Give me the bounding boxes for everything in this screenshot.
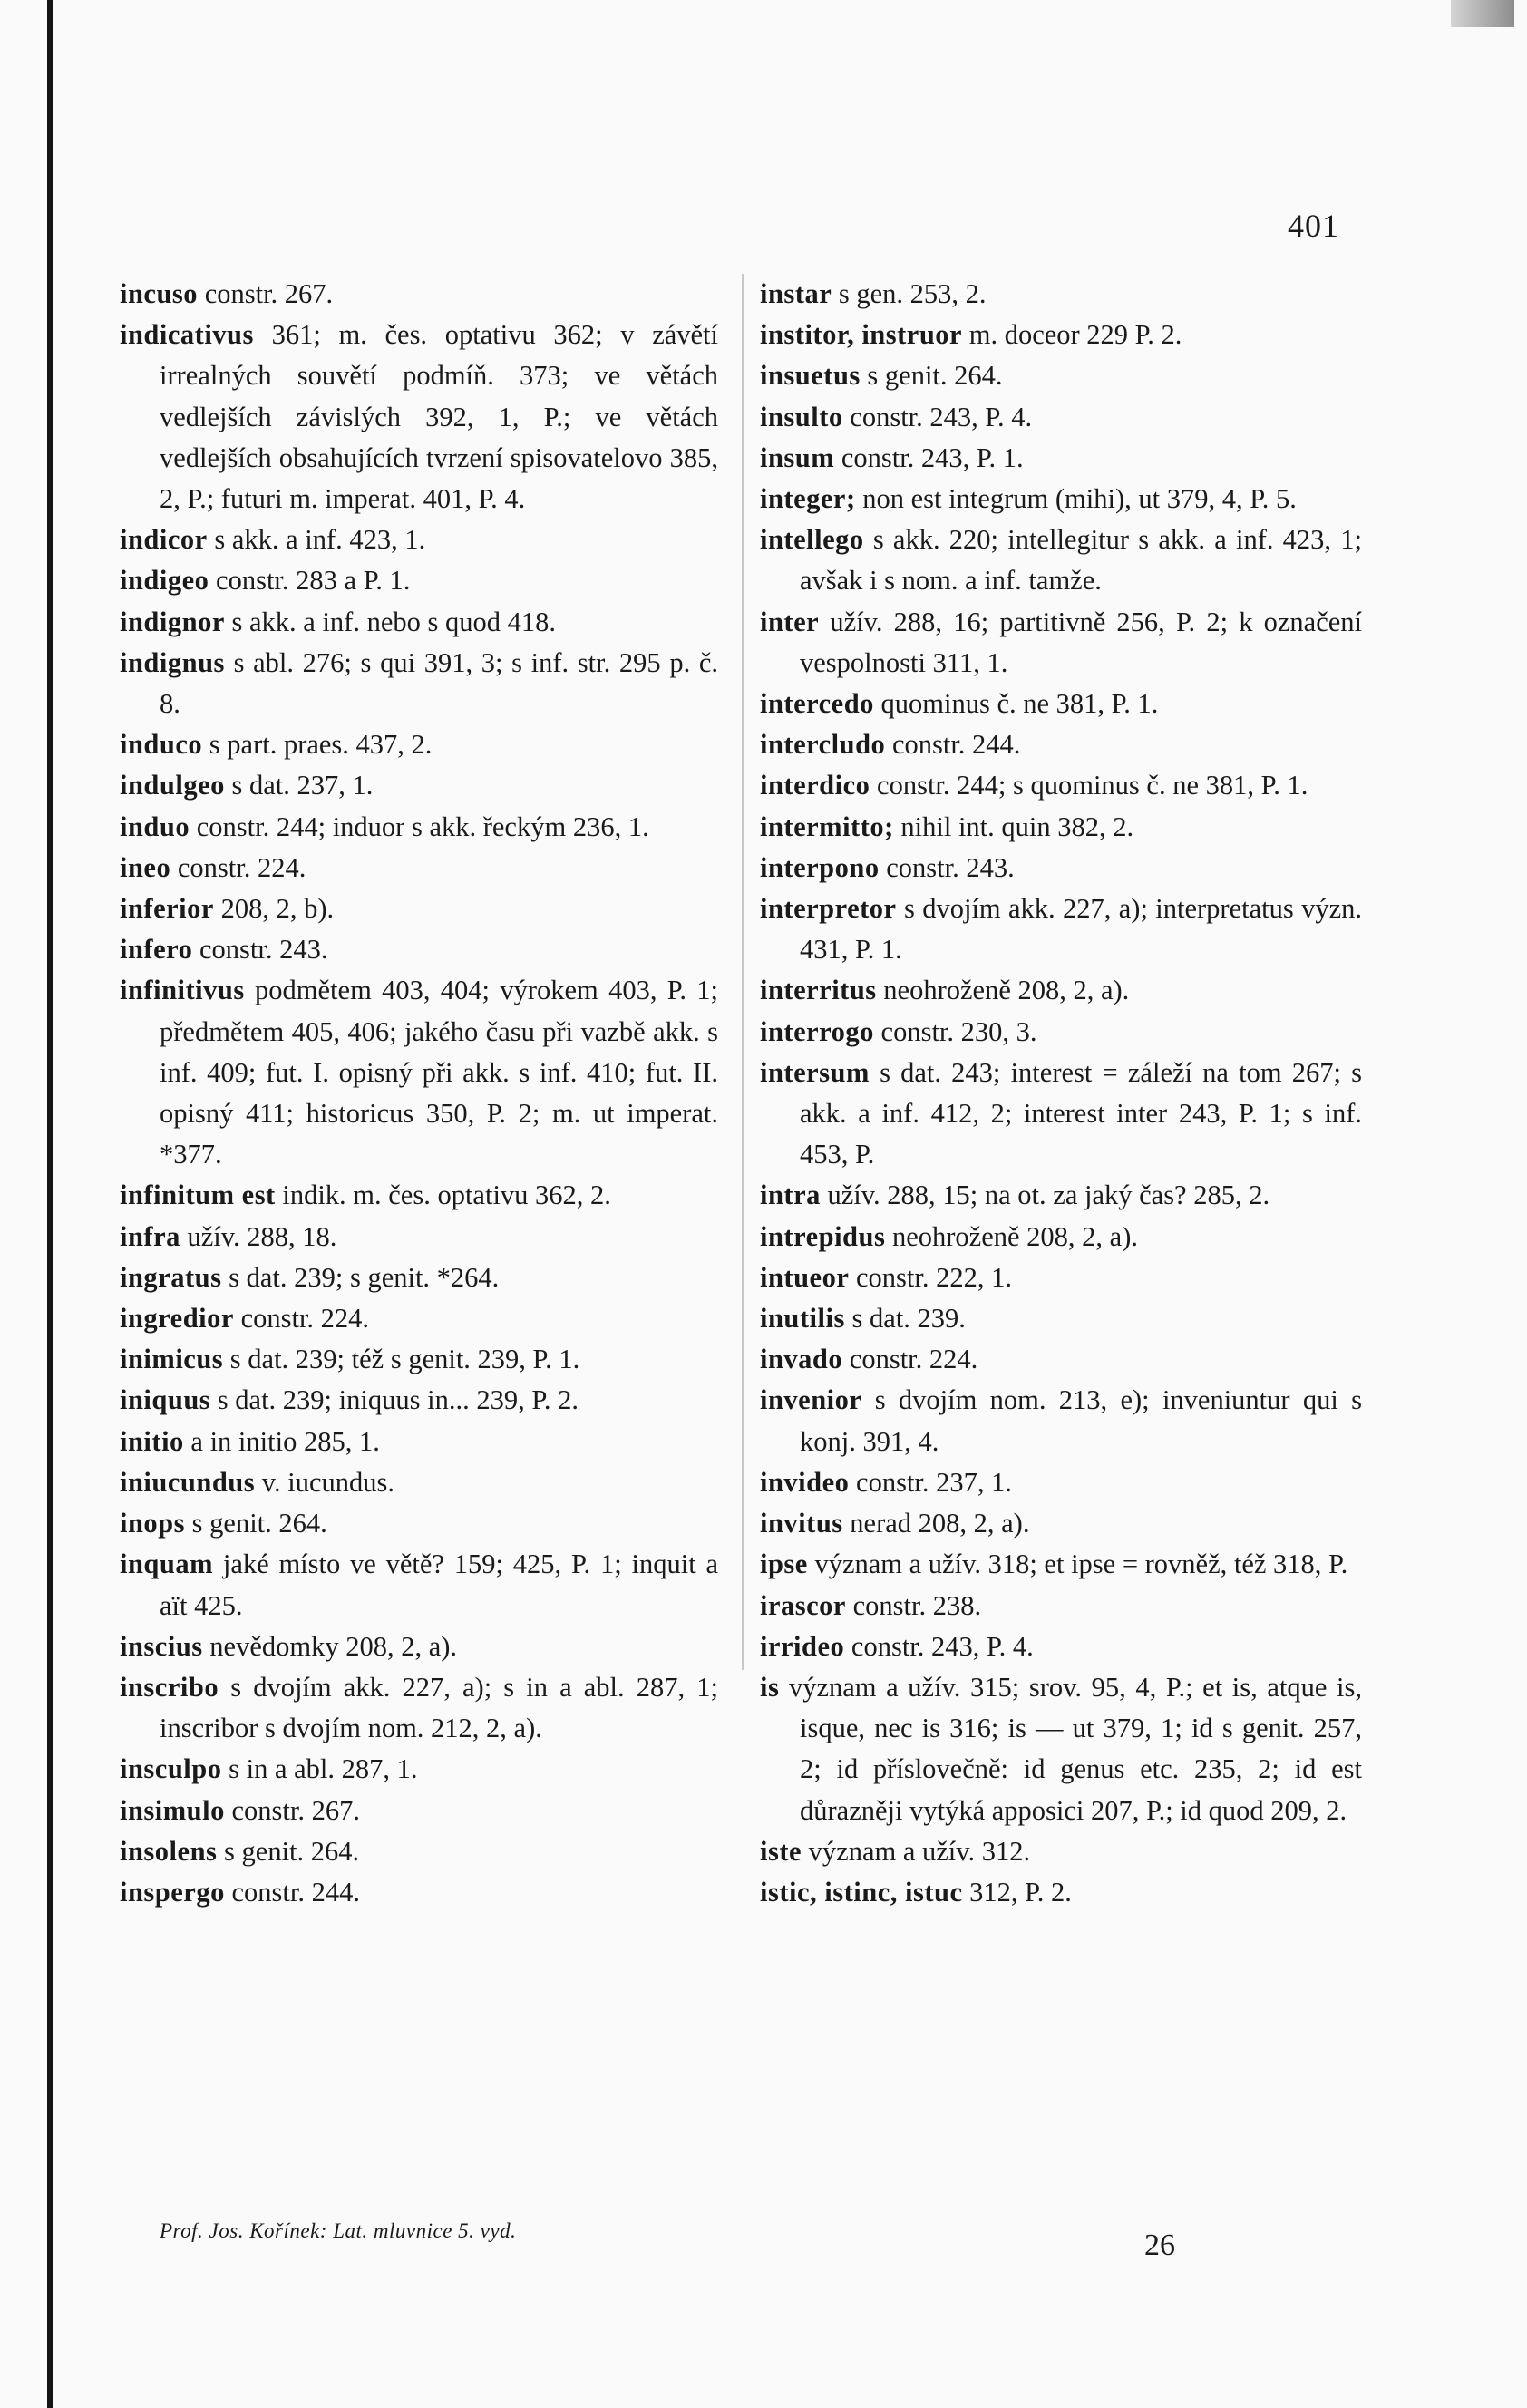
entry-text: s part. praes. 437, 2. xyxy=(209,729,433,761)
index-entry xyxy=(760,397,1362,438)
entry-headword: irascor xyxy=(760,1589,846,1621)
entry-headword: invideo xyxy=(760,1466,850,1498)
index-entry xyxy=(760,479,1362,519)
entry-text: jaké místo ve větě? 159; 425, P. 1; inquit a aït 425. xyxy=(160,1549,719,1621)
index-column-right xyxy=(760,274,1362,1913)
entry-headword: insum xyxy=(760,442,835,473)
index-entry xyxy=(760,1298,1362,1339)
index-entry xyxy=(120,315,718,519)
entry-headword: indignor xyxy=(120,606,225,637)
index-entry xyxy=(120,1872,718,1913)
entry-headword: invado xyxy=(760,1344,843,1375)
index-entry xyxy=(120,765,718,806)
index-entry xyxy=(760,888,1362,970)
entry-text: constr. 222, 1. xyxy=(856,1261,1012,1293)
entry-text: constr. 243, P. 1. xyxy=(841,442,1024,473)
entry-headword: invitus xyxy=(760,1508,843,1539)
index-entry xyxy=(760,1544,1362,1585)
entry-text: nevědomky 208, 2, a). xyxy=(209,1630,458,1662)
index-entry xyxy=(760,765,1362,806)
footnote: Prof. Jos. Kořínek: Lat. mluvnice 5. vyd. xyxy=(160,2219,517,2242)
entry-headword: infinitivus xyxy=(120,975,245,1006)
entry-headword: invenior xyxy=(760,1384,862,1416)
entry-headword: inops xyxy=(120,1508,186,1539)
entry-text: m. doceor 229 P. 2. xyxy=(968,319,1182,351)
entry-text: s genit. 264. xyxy=(867,360,1003,392)
entry-headword: intellego xyxy=(760,524,864,556)
entry-text: s dvojím akk. 227, a); s in a abl. 287, 1; inscribor s dvojím nom. 212, 2, a). xyxy=(160,1671,718,1744)
column-divider xyxy=(742,274,744,1670)
entry-text: constr. 283 a P. 1. xyxy=(216,565,411,597)
entry-text: constr. 243, P. 4. xyxy=(851,1630,1034,1662)
page-binding-edge xyxy=(47,0,53,2408)
entry-text: význam a užív. 315; srov. 95, 4, P.; et is, atque is, isque, nec is 316; is — ut 379, 1; id s genit. 257, 2; id příslovečně: id genus etc. 235, 2; id est důrazněji vytýká apposici 207, P.; id quod 209, 2. xyxy=(788,1671,1362,1826)
entry-headword: iste xyxy=(760,1835,802,1867)
entry-text: 208, 2, b). xyxy=(220,893,335,925)
index-entry xyxy=(760,1257,1362,1298)
entry-headword: interpretor xyxy=(760,893,897,925)
entry-headword: interdico xyxy=(760,770,870,801)
index-entry xyxy=(120,1422,718,1462)
entry-headword: initio xyxy=(120,1425,184,1457)
entry-text: s dvojím nom. 213, e); inveniuntur qui s konj. 391, 4. xyxy=(800,1384,1362,1457)
entry-text: 361; m. čes. optativu 362; v závětí irrealných souvětí podmíň. 373; ve větách vedlejších závislých 392, 1, P.; ve větách vedlejších obsahujících tvrzení spisovatelovo 385, 2, P.; futuri m. imperat. 401, P. 4. xyxy=(160,319,719,515)
entry-headword: infero xyxy=(120,934,193,966)
index-entry xyxy=(120,1462,718,1503)
page-number: 401 xyxy=(1288,208,1339,244)
entry-headword: infinitum est xyxy=(120,1180,276,1211)
entry-text: s abl. 276; s qui 391, 3; s inf. str. 295 p. č. 8. xyxy=(160,646,719,720)
page-corner-shadow xyxy=(1451,0,1514,27)
entry-headword: is xyxy=(760,1671,780,1703)
index-entry xyxy=(760,519,1362,601)
index-entry xyxy=(760,315,1362,355)
entry-text: constr. 244; s quominus č. ne 381, P. 1. xyxy=(877,770,1308,801)
entry-headword: interrogo xyxy=(760,1015,874,1047)
entry-headword: intersum xyxy=(760,1056,870,1088)
index-entry xyxy=(760,1053,1362,1176)
index-entry xyxy=(120,970,718,1175)
entry-headword: indicor xyxy=(120,524,208,556)
entry-text: indik. m. čes. optativu 362, 2. xyxy=(282,1180,611,1211)
index-entry xyxy=(760,848,1362,888)
index-entry xyxy=(120,724,718,765)
entry-headword: interritus xyxy=(760,975,877,1006)
entry-headword: integer; xyxy=(760,483,856,515)
index-entry xyxy=(760,1872,1362,1913)
entry-text: non est integrum (mihi), ut 379, 4, P. 5. xyxy=(862,483,1297,515)
entry-text: význam a užív. 312. xyxy=(808,1835,1031,1867)
index-entry xyxy=(120,929,718,970)
entry-text: constr. 224. xyxy=(849,1344,978,1375)
entry-text: quominus č. ne 381, P. 1. xyxy=(880,688,1159,720)
index-entry xyxy=(760,1667,1362,1831)
entry-text: s genit. 264. xyxy=(224,1835,360,1867)
index-entry xyxy=(120,1791,718,1831)
entry-headword: intercedo xyxy=(760,688,874,720)
entry-headword: indulgeo xyxy=(120,770,225,801)
entry-headword: ipse xyxy=(760,1549,808,1580)
index-entry xyxy=(120,1257,718,1298)
entry-headword: indicativus xyxy=(120,319,254,351)
entry-text: podmětem 403, 404; výrokem 403, P. 1; předmětem 405, 406; jakého času při vazbě akk. s inf. 409; fut. I. opisný při akk. s inf. 410; fut. II. opisný 411; historicus 350, P. 2; m. ut imperat. *377. xyxy=(160,975,719,1170)
entry-text: constr. 244. xyxy=(891,729,1021,761)
entry-text: neohroženě 208, 2, a). xyxy=(883,975,1130,1006)
index-entry xyxy=(760,355,1362,396)
entry-text: s akk. a inf. 423, 1. xyxy=(214,524,426,556)
entry-headword: incuso xyxy=(120,278,199,309)
entry-text: s dat. 239; s genit. *264. xyxy=(229,1261,500,1293)
index-entry xyxy=(120,1544,718,1626)
entry-headword: iniquus xyxy=(120,1384,211,1416)
index-entry xyxy=(120,1175,718,1216)
entry-headword: intueor xyxy=(760,1261,850,1293)
entry-text: s akk. 220; intellegitur s akk. a inf. 423, 1; avšak i s nom. a inf. tamže. xyxy=(800,524,1362,597)
entry-headword: inutilis xyxy=(760,1303,845,1335)
entry-text: s dat. 243; interest = záleží na tom 267; s akk. a inf. 412, 2; interest inter 243, P. 1; s inf. 453, P. xyxy=(800,1056,1362,1170)
entry-headword: induo xyxy=(120,811,190,842)
index-entry xyxy=(120,1749,718,1790)
index-entry xyxy=(120,888,718,929)
entry-headword: inscius xyxy=(120,1630,203,1662)
entry-headword: inferior xyxy=(120,893,214,925)
index-entry xyxy=(120,1626,718,1667)
index-entry xyxy=(120,560,718,601)
index-entry xyxy=(120,643,718,724)
index-entry xyxy=(120,274,718,315)
entry-text: s akk. a inf. nebo s quod 418. xyxy=(231,606,556,637)
index-entry xyxy=(760,1503,1362,1544)
entry-text: constr. 267. xyxy=(204,278,334,309)
entry-headword: inter xyxy=(760,606,820,637)
entry-headword: ineo xyxy=(120,851,171,883)
entry-text: užív. 288, 16; partitivně 256, P. 2; k označení vespolnosti 311, 1. xyxy=(800,606,1363,678)
entry-text: a in initio 285, 1. xyxy=(190,1425,380,1457)
entry-headword: inspergo xyxy=(120,1876,225,1908)
entry-text: užív. 288, 18. xyxy=(187,1220,337,1252)
entry-text: s genit. 264. xyxy=(191,1508,327,1539)
entry-headword: intrepidus xyxy=(760,1220,886,1252)
index-entry xyxy=(760,1175,1362,1216)
entry-headword: inimicus xyxy=(120,1344,224,1375)
entry-headword: inquam xyxy=(120,1549,214,1580)
entry-text: constr. 230, 3. xyxy=(880,1015,1037,1047)
entry-headword: insulto xyxy=(760,401,843,432)
index-entry xyxy=(120,1339,718,1380)
entry-text: význam a užív. 318; et ipse = rovněž, též 318, P. xyxy=(814,1549,1348,1580)
entry-headword: insculpo xyxy=(120,1753,222,1785)
entry-text: s in a abl. 287, 1. xyxy=(229,1753,418,1785)
entry-text: constr. 224. xyxy=(240,1303,370,1335)
entry-text: nihil int. quin 382, 2. xyxy=(900,811,1134,842)
index-column-left xyxy=(120,274,718,1913)
entry-headword: ingratus xyxy=(120,1261,222,1293)
entry-text: neohroženě 208, 2, a). xyxy=(891,1220,1138,1252)
entry-text: constr. 237, 1. xyxy=(856,1466,1013,1498)
entry-text: s gen. 253, 2. xyxy=(838,278,987,309)
index-entry xyxy=(760,724,1362,765)
index-entry xyxy=(760,1339,1362,1380)
index-entry xyxy=(120,602,718,643)
entry-headword: infra xyxy=(120,1220,180,1252)
index-entry xyxy=(760,1380,1362,1461)
entry-headword: insimulo xyxy=(120,1794,225,1826)
entry-headword: insolens xyxy=(120,1835,218,1867)
index-entry xyxy=(760,1217,1362,1257)
index-entry xyxy=(120,1667,718,1749)
entry-text: constr. 244; induor s akk. řeckým 236, 1. xyxy=(196,811,649,842)
index-entry xyxy=(120,519,718,560)
index-entry xyxy=(120,1217,718,1257)
index-entry xyxy=(120,1831,718,1872)
entry-headword: intermitto; xyxy=(760,811,894,842)
index-entry xyxy=(120,848,718,888)
entry-headword: iniucundus xyxy=(120,1466,256,1498)
index-entry xyxy=(760,438,1362,479)
index-entry xyxy=(760,807,1362,848)
index-entry xyxy=(760,1462,1362,1503)
entry-headword: istic, istinc, istuc xyxy=(760,1876,963,1908)
entry-text: v. iucundus. xyxy=(261,1466,395,1498)
index-entry xyxy=(760,1012,1362,1053)
entry-headword: intercludo xyxy=(760,729,886,761)
entry-headword: ingredior xyxy=(120,1303,234,1335)
index-entry xyxy=(760,684,1362,724)
entry-text: constr. 243. xyxy=(199,934,328,966)
entry-headword: indigeo xyxy=(120,565,209,597)
entry-headword: intra xyxy=(760,1180,821,1211)
entry-headword: indignus xyxy=(120,646,225,678)
signature-mark: 26 xyxy=(1144,2228,1175,2262)
entry-text: s dvojím akk. 227, a); interpretatus význ. 431, P. 1. xyxy=(800,893,1363,966)
index-entry xyxy=(760,970,1362,1011)
entry-text: constr. 267. xyxy=(231,1794,360,1826)
entry-text: constr. 238. xyxy=(852,1589,982,1621)
entry-text: 312, P. 2. xyxy=(969,1876,1072,1908)
index-entry xyxy=(760,1831,1362,1872)
entry-headword: inscribo xyxy=(120,1671,219,1703)
index-entry xyxy=(760,274,1362,315)
entry-text: s dat. 237, 1. xyxy=(231,770,374,801)
entry-text: constr. 244. xyxy=(231,1876,360,1908)
entry-text: užív. 288, 15; na ot. za jaký čas? 285, 2. xyxy=(827,1180,1270,1211)
entry-text: s dat. 239; též s genit. 239, P. 1. xyxy=(229,1344,580,1375)
index-entry xyxy=(760,602,1362,684)
entry-headword: induco xyxy=(120,729,203,761)
entry-text: constr. 224. xyxy=(177,851,306,883)
entry-headword: instar xyxy=(760,278,832,309)
index-entry xyxy=(760,1626,1362,1667)
entry-headword: irrideo xyxy=(760,1630,845,1662)
entry-headword: interpono xyxy=(760,851,880,883)
index-entry xyxy=(760,1586,1362,1626)
entry-text: nerad 208, 2, a). xyxy=(850,1508,1030,1539)
entry-text: constr. 243. xyxy=(886,851,1015,883)
entry-headword: insuetus xyxy=(760,360,861,392)
index-entry xyxy=(120,1298,718,1339)
entry-text: constr. 243, P. 4. xyxy=(850,401,1033,432)
index-entry xyxy=(120,1503,718,1544)
entry-headword: institor, instruor xyxy=(760,319,963,351)
entry-text: s dat. 239. xyxy=(851,1303,966,1335)
index-entry xyxy=(120,807,718,848)
entry-text: s dat. 239; iniquus in... 239, P. 2. xyxy=(217,1384,579,1416)
index-entry xyxy=(120,1380,718,1421)
